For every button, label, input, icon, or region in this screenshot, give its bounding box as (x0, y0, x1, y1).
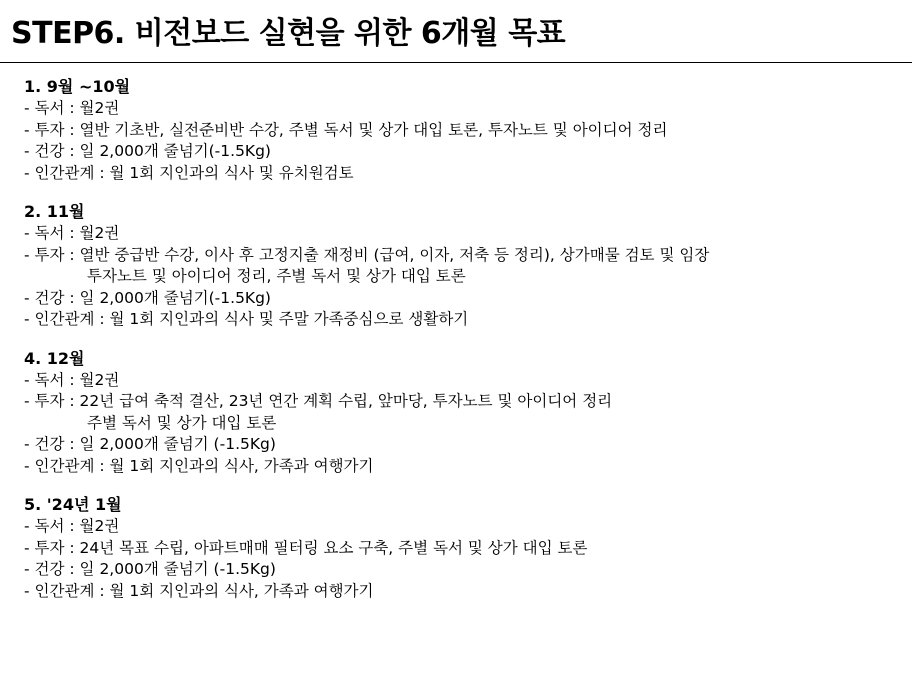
relationship-goal: - 인간관계 : 월 1회 지인과의 식사, 가족과 여행가기 (24, 456, 374, 475)
section-nov (24, 201, 904, 331)
title-divider (0, 62, 912, 63)
investment-goal: - 투자 : 22년 급여 축적 결산, 23년 연간 계획 수립, 앞마당, 투자노트 및 아이디어 정리 (24, 392, 613, 410)
relationship-goal: - 인간관계 : 월 1회 지인과의 식사 및 주말 가족중심으로 생활하기 (24, 310, 469, 328)
reading-goal: - 독서 : 월2권 (24, 370, 120, 389)
health-goal: - 건강 : 일 2,000개 줄넘기 (-1.5Kg) (24, 435, 276, 453)
health-goal: - 건강 : 일 2,000개 줄넘기 (-1.5Kg) (24, 560, 276, 578)
health-goal: - 건강 : 일 2,000개 줄넘기(-1.5Kg) (24, 288, 271, 307)
reading-goal: - 독서 : 월2권 (24, 224, 120, 242)
health-goal: - 건강 : 일 2,000개 줄넘기(-1.5Kg) (24, 142, 271, 160)
section-heading: 2. 11월 (24, 202, 85, 221)
reading-goal: - 독서 : 월2권 (24, 517, 120, 535)
reading-goal: - 독서 : 월2권 (24, 99, 120, 117)
section-heading: 4. 12월 (24, 348, 85, 368)
section-sep-oct (24, 76, 904, 184)
investment-goal: - 투자 : 열반 중급반 수강, 이사 후 고정지출 재정비 (급여, 이자, 저축 등 정리), 상가매물 검토 및 임장 (24, 245, 710, 264)
section-heading: 5. '24년 1월 (24, 495, 122, 514)
investment-goal: - 투자 : 열반 기초반, 실전준비반 수강, 주별 독서 및 상가 대입 토론, 투자노트 및 아이디어 정리 (24, 120, 668, 139)
section-dec (24, 348, 904, 478)
investment-goal-continued: 주별 독서 및 상가 대입 토론 (87, 413, 277, 432)
section-heading: 1. 9월 ~10월 (24, 77, 131, 96)
page-title: STEP6. 비전보드 실현을 위한 6개월 목표 (11, 16, 566, 51)
goals-content (24, 76, 904, 619)
relationship-goal: - 인간관계 : 월 1회 지인과의 식사 및 유치원검토 (24, 163, 354, 182)
relationship-goal: - 인간관계 : 월 1회 지인과의 식사, 가족과 여행가기 (24, 581, 374, 600)
investment-goal: - 투자 : 24년 목표 수립, 아파트매매 필터링 요소 구축, 주별 독서 및 상가 대입 토론 (24, 538, 588, 557)
investment-goal-continued: 투자노트 및 아이디어 정리, 주별 독서 및 상가 대입 토론 (87, 267, 466, 285)
section-jan-24 (24, 494, 904, 602)
